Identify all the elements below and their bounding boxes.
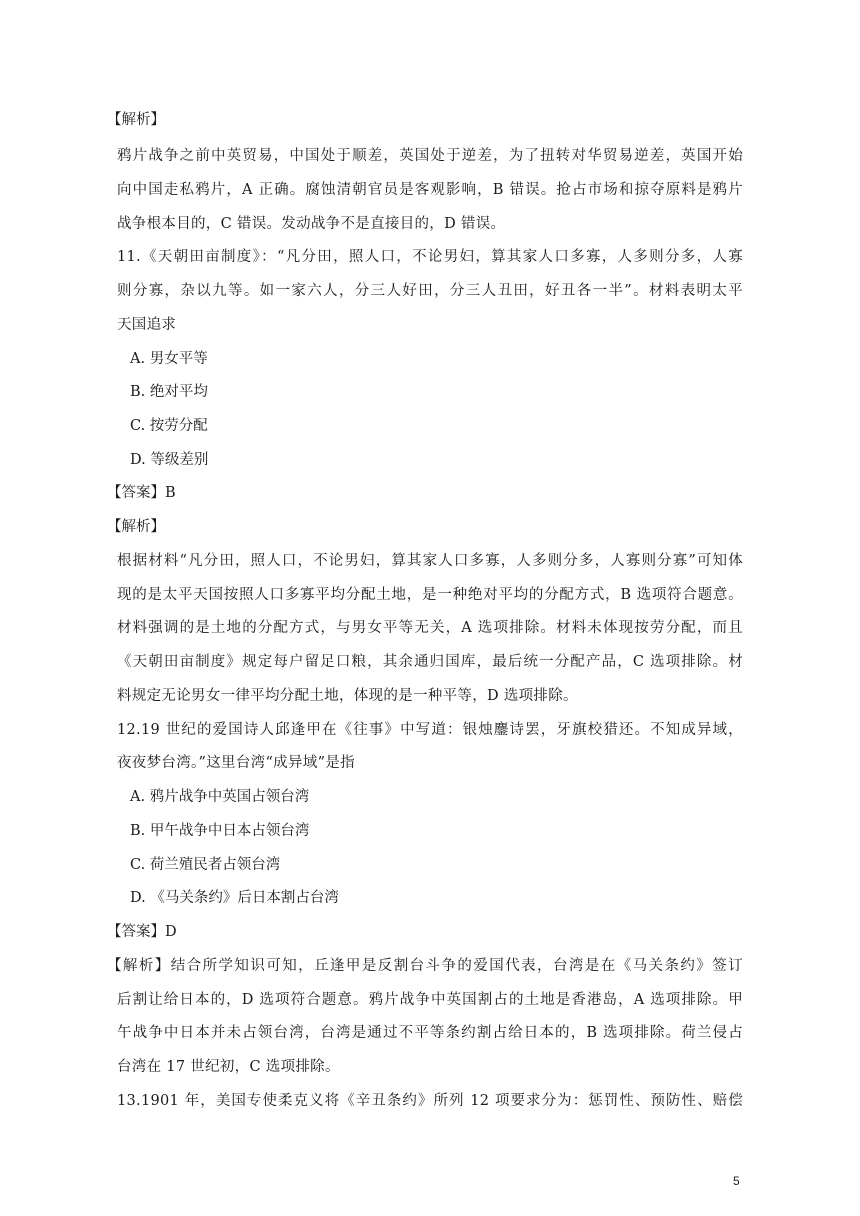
q11-explanation-line: 根据材料“凡分田，照人口，不论男妇，算其家人口多寡，人多则分多，人寡则分寡”可知体	[117, 553, 743, 569]
q10-explanation-line: 向中国走私鸦片，A 正确。腐蚀清朝官员是客观影响，B 错误。抢占市场和掠夺原料是鸦片	[117, 182, 743, 198]
q11-explanation-line: 现的是太平天国按照人口多寡平均分配土地，是一种绝对平均的分配方式，B 选项符合题意。	[117, 587, 743, 603]
q13-stem-line: 13.1901 年，美国专使柔克义将《辛丑条约》所列 12 项要求分为：惩罚性、预防性、赔偿	[117, 1093, 743, 1109]
q11-stem-line: 则分寡，杂以九等。如一家六人，分三人好田，分三人丑田，好丑各一半”。材料表明太平	[117, 283, 743, 299]
q10-explanation-tag: 【解析】	[107, 112, 165, 128]
q12-answer: 【答案】D	[107, 924, 177, 940]
q12-option-c: C. 荷兰殖民者占领台湾	[130, 857, 281, 873]
q11-answer: 【答案】B	[107, 485, 176, 501]
q11-explanation-tag: 【解析】	[107, 519, 165, 535]
q12-stem-line: 夜夜梦台湾。”这里台湾“成异域”是指	[117, 755, 355, 771]
q10-explanation-line: 鸦片战争之前中英贸易，中国处于顺差，英国处于逆差，为了扭转对华贸易逆差，英国开始	[117, 148, 743, 164]
q12-explanation-line: 午战争中日本并未占领台湾，台湾是通过不平等条约割占给日本的，B 选项排除。荷兰侵占	[117, 1025, 743, 1041]
q12-explanation-line: 后割让给日本的，D 选项符合题意。鸦片战争中英国割占的土地是香港岛，A 选项排除。甲	[117, 992, 743, 1008]
q11-explanation-line: 《天朝田亩制度》规定每户留足口粮，其余通归国库，最后统一分配产品，C 选项排除。材	[117, 654, 743, 670]
q10-explanation-line: 战争根本目的，C 错误。发动战争不是直接目的，D 错误。	[117, 216, 506, 232]
page-number: 5	[733, 1174, 740, 1188]
q12-option-a: A. 鸦片战争中英国占领台湾	[130, 789, 310, 805]
q11-option-c: C. 按劳分配	[130, 418, 208, 434]
q12-option-b: B. 甲午战争中日本占领台湾	[130, 823, 310, 839]
q11-option-d: D. 等级差别	[130, 452, 209, 468]
q11-stem-line: 天国追求	[117, 317, 177, 333]
q12-stem-line: 12.19 世纪的爱国诗人邱逢甲在《往事》中写道：银烛鏖诗罢，牙旗校猎还。不知成异域，	[117, 722, 743, 738]
q11-explanation-line: 料规定无论男女一律平均分配土地，体现的是一种平等，D 选项排除。	[117, 688, 578, 704]
q12-option-d: D. 《马关条约》后日本割占台湾	[130, 890, 339, 906]
q12-explanation-line: 【解析】结合所学知识可知，丘逢甲是反割台斗争的爱国代表，台湾是在《马关条约》签订	[107, 958, 743, 974]
q12-explanation-line: 台湾在 17 世纪初，C 选项排除。	[117, 1059, 340, 1075]
q11-option-b: B. 绝对平均	[130, 384, 208, 400]
q11-explanation-line: 材料强调的是土地的分配方式，与男女平等无关，A 选项排除。材料未体现按劳分配，而且	[117, 620, 743, 636]
q11-option-a: A. 男女平等	[130, 351, 208, 367]
q11-stem-line: 11.《天朝田亩制度》：“凡分田，照人口，不论男妇，算其家人口多寡，人多则分多，人寡	[117, 249, 743, 265]
